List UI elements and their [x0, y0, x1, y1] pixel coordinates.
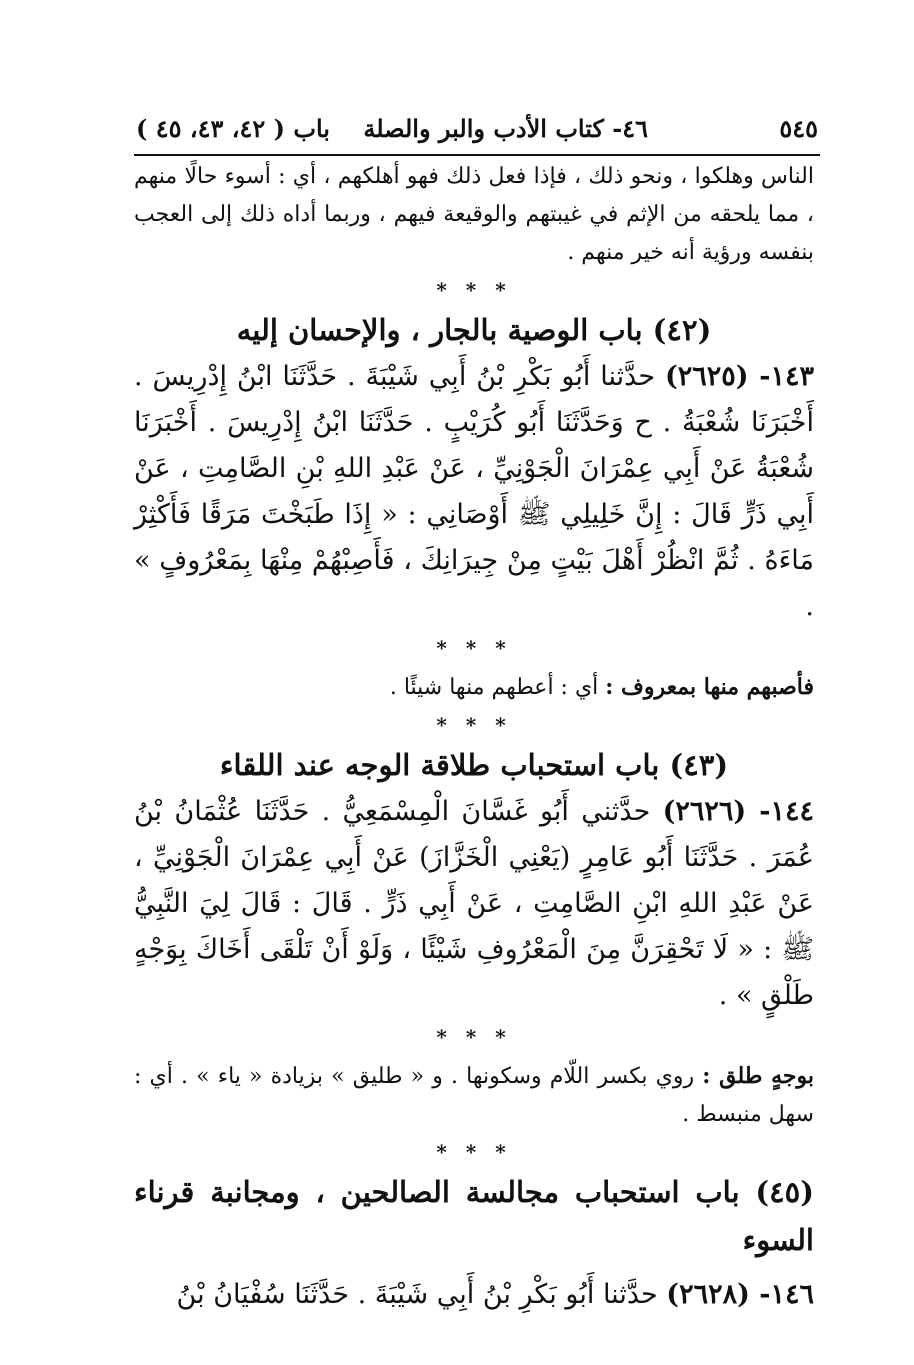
- separator: * * *: [436, 1025, 512, 1049]
- hadith-paragraph: [134, 354, 814, 630]
- running-header: [136, 106, 818, 150]
- hadith-text: حدَّثنا أَبُو بَكْرِ بْنُ أَبِي شَيْبَةَ . حَدَّثَنَا سُفْيَانُ بْنُ: [176, 1279, 658, 1310]
- separator: * * *: [436, 636, 512, 660]
- hadith-text: حدَّثني أَبُو غَسَّانَ الْمِسْمَعِيُّ . حَدَّثَنَا عُثْمَانُ بْنُ عُمَرَ . حَدَّثَنَا أَبُو عَامِرٍ (يَعْنِي الْخَزَّازَ) عَنْ أَبِي عِمْرَانَ الْجَوْنِيِّ ، عَنْ عَبْدِ اللهِ ابْنِ الصَّامِتِ ، عَنْ أَبِي ذَرٍّ . قَالَ : قَالَ لِيَ النَّبِيُّ ﷺ : « لَا تَحْقِرَنَّ مِنَ الْمَعْرُوفِ شَيْئًا ، وَلَوْ أَنْ تَلْقَى أَخَاكَ بِوَجْهٍ طَلْقٍ » .: [134, 796, 814, 1011]
- gloss-note: [134, 1057, 814, 1134]
- hadith-number: ١٤٣- (٢٦٢٥): [664, 361, 814, 392]
- separator: * * *: [436, 1140, 512, 1164]
- hadith-number: ١٤٤- (٢٦٢٦): [662, 796, 814, 827]
- chapter-title: (٤٥) باب استحباب مجالسة الصالحين ، ومجانبة قرناء السوء: [134, 1175, 814, 1257]
- gloss-text: روي بكسر اللّام وسكونها . و « طليق » بزيادة « ياء » . أي : سهل منبسط .: [134, 1064, 814, 1127]
- hadith-paragraph: [134, 789, 814, 1019]
- header-title-group: [136, 114, 648, 143]
- chapter-title: (٤٣) باب استحباب طلاقة الوجه عند اللقاء: [219, 748, 729, 782]
- chapters-range: باب ( ٤٢، ٤٣، ٤٥ ): [136, 113, 330, 143]
- intro-commentary: الناس وهلكوا ، ونحو ذلك ، فإذا فعل ذلك فهو أهلكهم ، أي : أسوء حالًا منهم ، مما يلحقه من الإثم في غيبتهم والوقيعة فيهم ، وربما أداه ذلك إلى العجب بنفسه ورؤية أنه خير منهم .: [134, 164, 814, 265]
- separator: * * *: [436, 713, 512, 737]
- page-number: ٥٤٥: [779, 113, 818, 143]
- book-title: ٤٦- كتاب الأدب والبر والصلة: [363, 113, 648, 143]
- chapter-title: (٤٢) باب الوصية بالجار ، والإحسان إليه: [236, 313, 712, 347]
- hadith-number: ١٤٦- (٢٦٢٨): [666, 1279, 814, 1310]
- hadith-paragraph: [134, 1272, 814, 1318]
- gloss-term: بوجهٍ طلق :: [702, 1063, 815, 1089]
- separator: * * *: [436, 278, 512, 302]
- gloss-note: [134, 668, 814, 707]
- page-body: [134, 158, 814, 1318]
- gloss-text: أي : أعطهم منها شيئًا .: [389, 675, 599, 700]
- header-rule: [134, 154, 820, 156]
- gloss-term: فأصبهم منها بمعروف :: [605, 674, 814, 700]
- hadith-text: حدَّثنا أَبُو بَكْرِ بْنُ أَبِي شَيْبَةَ . حَدَّثَنَا ابْنُ إِدْرِيسَ . أَخْبَرَنَا شُعْبَةُ . ح وَحَدَّثَنَا أَبُو كُرَيْبٍ . حَدَّثَنَا ابْنُ إِدْرِيسَ . أَخْبَرَنَا شُعْبَةُ عَنْ أَبِي عِمْرَانَ الْجَوْنِيِّ ، عَنْ عَبْدِ اللهِ بْنِ الصَّامِتِ ، عَنْ أَبِي ذَرٍّ قَالَ : إِنَّ خَلِيلِي ﷺ أَوْصَانِي : « إِذَا طَبَخْتَ مَرَقًا فَأَكْثِرْ مَاءَهُ . ثُمَّ انْظُرْ أَهْلَ بَيْتٍ مِنْ جِيرَانِكَ ، فَأَصِبْهُمْ مِنْهَا بِمَعْرُوفٍ » .: [134, 361, 814, 622]
